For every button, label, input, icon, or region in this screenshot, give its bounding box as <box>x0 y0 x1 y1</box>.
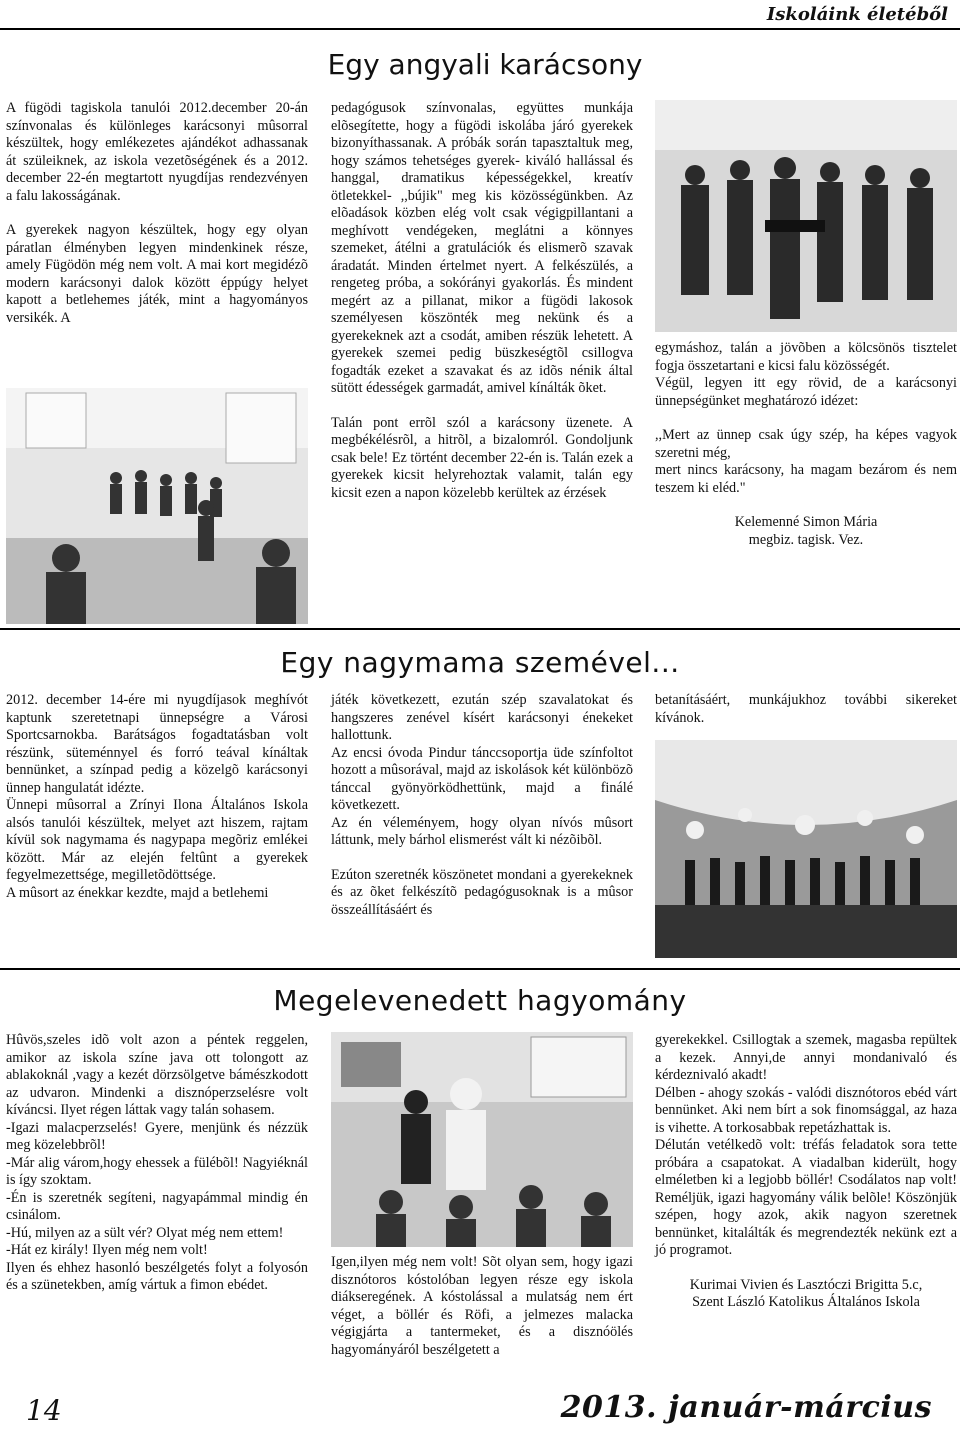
paragraph: játék következett, ezután szép szavalatokat és hangszeres zenével kísért karácsonyi énekeket hallottunk. <box>331 692 633 743</box>
paragraph: Végül, legyen itt egy rövid, de a karácsonyi ünnepségünket meghatározó idézet: <box>655 375 957 409</box>
paragraph: Talán pont errõl szól a karácsony üzenete. A megbékélésrõl, a hitrõl, a bizalomról. Gondoljunk csak bele! Ez történt december 22-én is. Talán ezek a gyerekek kicsit helyrehoztak valamit, talán egy kicsit ezen a napon közelebb kerültek az érzések <box>331 414 633 501</box>
dialogue-line: -Hú, milyen az a sült vér? Olyat még nem ettem! <box>6 1224 284 1241</box>
dialogue-line: -Hát ez király! Ilyen még nem volt! <box>6 1242 208 1258</box>
signature-school: Szent László Katolikus Általános Iskola <box>692 1294 920 1310</box>
paragraph: Ünnepi mûsorral a Zrínyi Ilona Általános Iskola alsós tanulói készültek, melyet azt hiszem, rajtam kívül sok nagymama és nagypapa megõriz emlékei között. Már az elején feltûnt a gyerekek fegyelmezettsége, megilletõdöttsége. <box>6 797 308 883</box>
dialogue-line: -Én is szeretnék segíteni, nagyapámmal mindig én csinálom. <box>6 1189 308 1223</box>
article-1-column-1 <box>6 100 308 327</box>
paragraph: gyerekekkel. Csillogtak a szemek, magasba repültek a kezek. Annyi,de annyi mondanivaló és kérdeznivaló akadt! <box>655 1032 957 1083</box>
issue-date: 2013. január-március <box>560 1390 932 1425</box>
paragraph: A mûsort az énekkar kezdte, majd a betlehemi <box>6 884 269 901</box>
header-rule <box>0 28 960 30</box>
article-2-column-2 <box>331 692 633 919</box>
section-label: Iskoláink életéből <box>766 4 948 25</box>
paragraph: Ilyen és ehhez hasonló beszélgetés folyt a folyosón és a szünetekben, amíg vártuk a fimon ebédet. <box>6 1259 308 1293</box>
paragraph: Az én véleményem, hogy olyan nívós mûsort láttunk, mely bárhol elismerést vált ki nézõibõl. <box>331 814 633 848</box>
signature-name: Kurimai Vivien és Lasztóczi Brigitta 5.c, <box>689 1276 923 1293</box>
section-rule <box>0 968 960 970</box>
article-2-column-1 <box>6 692 308 902</box>
article-1-signature <box>655 514 957 549</box>
dialogue-line: -Igazi malacperzselés! Gyere, menjünk és nézzük meg közelebbrõl! <box>6 1119 308 1153</box>
paragraph: betanításáért, munkájukhoz további sikereket kívánok. <box>655 692 957 726</box>
article-1-column-2 <box>331 100 633 502</box>
article-1-title: Egy angyali karácsony <box>327 48 643 81</box>
paragraph: A gyerekek nagyon készültek, hogy egy olyan páratlan élményben legyen mindenkinek része, amely Fügödön még nem volt. A mai kort megidézõ modern karácsonyi dalok között éppúgy helyet kapott a betlehemes játék, mint a hagyományos versikék. A <box>6 222 308 326</box>
article-3-signature <box>655 1277 957 1312</box>
paragraph: pedagógusok színvonalas, együttes munkája elõsegítette, hogy a fügödi iskolába járó gyerekek bizonyíthassanak. A próbák során tapasztaltuk meg, hogy számos tehetséges gyerek- kiváló hallással és hanggal, dramatikus képességekkel, kreatív ötletekkel- ,,bújik" meg kis közösségünkben. Az elõadások közben elég volt csak végigpillantani a meghívott vendégeken, meglátni a könnyes szemeket, átélni a gratulációk és elismerõ szavak áradatát. Minden értelmet nyert. A felkészülés, a rengeteg próba, a sokórányi gyakorlás. És mindent megért az a pillanat, mikor a fügödi lakosok személyesen köszönték meg nekünk és a gyerekeknek azt a csodát, amiben részük lehetett. A gyerekek szemei pedig büszkeségtõl csillogva fogadták ezeket a szavakat és az idõs nénik által sütött édességek garmadát, amivel kínálták õket. <box>331 100 633 396</box>
paragraph: egymáshoz, talán a jövõben a kölcsönös tisztelet fogja összetartani e kicsi falu közösségét. <box>655 340 957 374</box>
paragraph: Délután vetélkedõ volt: tréfás feladatok sora tette próbára a csapatokat. A viadalban kiderült, hogy elméletben ki a legjobb böllér! Csodálatos nap volt! Reméljük, igazi hagyomány válik belõle! Köszönjük szépen, hogy azok, akik nagyon szeretnek bennünket, kitalálták és megrendezték nekünk ezt a jó programot. <box>655 1137 957 1258</box>
article-3-column-2 <box>331 1254 633 1359</box>
quote-line: ,,Mert az ünnep csak úgy szép, ha képes vagyok szeretni még, <box>655 427 957 461</box>
paragraph: Az encsi óvoda Pindur tánccsoportja üde színfoltot hozott a mûsorával, majd az iskolások két különbözõ tánccal gyönyörködhettünk, majd a finálé következett. <box>331 744 633 813</box>
section-rule <box>0 628 960 630</box>
paragraph: Ezúton szeretnék köszönetet mondani a gyerekeknek és az õket felkészítõ pedagógusoknak is a mûsor összeállításáért és <box>331 866 633 918</box>
quote-line: mert nincs karácsony, ha magam bezárom és nem teszem ki eléd." <box>655 462 957 496</box>
article-1-photo-classroom <box>6 388 308 624</box>
paragraph: 2012. december 14-ére mi nyugdíjasok meghívót kaptunk szeretetnapi ünnepségre a Városi Sportcsarnokba. Barátságos fogadtatásban volt részünk, süteménnyel és forró teával kínáltak bennünket, a színpad pedig a közelgõ karácsonyi ünnep hangulatát idézte. <box>6 692 308 796</box>
article-1-photo-choir <box>655 100 957 332</box>
article-2-column-3 <box>655 692 957 727</box>
paragraph: Hûvös,szeles idõ volt azon a péntek reggelen, amikor az iskola színe java ott tolongott az ablakoknál ,vagy a kezét dörzsölgetve bámészkodott az udvaron. Mindenki a disznóperzselésre volt kíváncsi. Ilyet régen láttak vagy talán sohasem. <box>6 1032 308 1118</box>
page-number: 14 <box>26 1394 62 1427</box>
paragraph: Igen,ilyen még nem volt! Sõt olyan sem, hogy igazi disznótoros kóstolóban legyen része egy iskola diákseregének. A kóstolással a mulatság nem ért véget, a böllér és Röfi, a jelmezes malacka végigjárta a tantermeket, és a disznóölés hagyományáról beszélgetett a <box>331 1254 633 1358</box>
signature-title: megbiz. tagisk. Vez. <box>748 531 864 548</box>
article-3-column-3 <box>655 1032 957 1312</box>
article-1-column-3 <box>655 340 957 549</box>
dialogue-line: -Már alig várom,hogy ehessek a fülébõl! Nagyiéknál is így szoktam. <box>6 1154 308 1188</box>
signature-name: Kelemenné Simon Mária <box>734 514 878 530</box>
article-2-title: Egy nagymama szemével... <box>280 646 680 679</box>
article-3-photo-classroom <box>331 1032 633 1247</box>
article-2-photo-stage <box>655 740 957 958</box>
article-3-title: Megelevenedett hagyomány <box>273 984 687 1017</box>
paragraph: Délben - ahogy szokás - valódi disznótoros ebéd várt bennünket. Aki nem bírt a sok finomsággal, az haza is vihette. A torkosabbak repetázhattak is. <box>655 1084 957 1136</box>
article-3-column-1 <box>6 1032 308 1295</box>
paragraph: A fügödi tagiskola tanulói 2012.december 20-án színvonalas és különleges karácsonyi mûsorral készültek, hogy emlékezetes ajándékot adhassanak át szüleiknek, az iskola vezetõségének és a 2012. december 22-én megtartott nyugdíjas rendezvényen a falu lakosságának. <box>6 100 308 204</box>
